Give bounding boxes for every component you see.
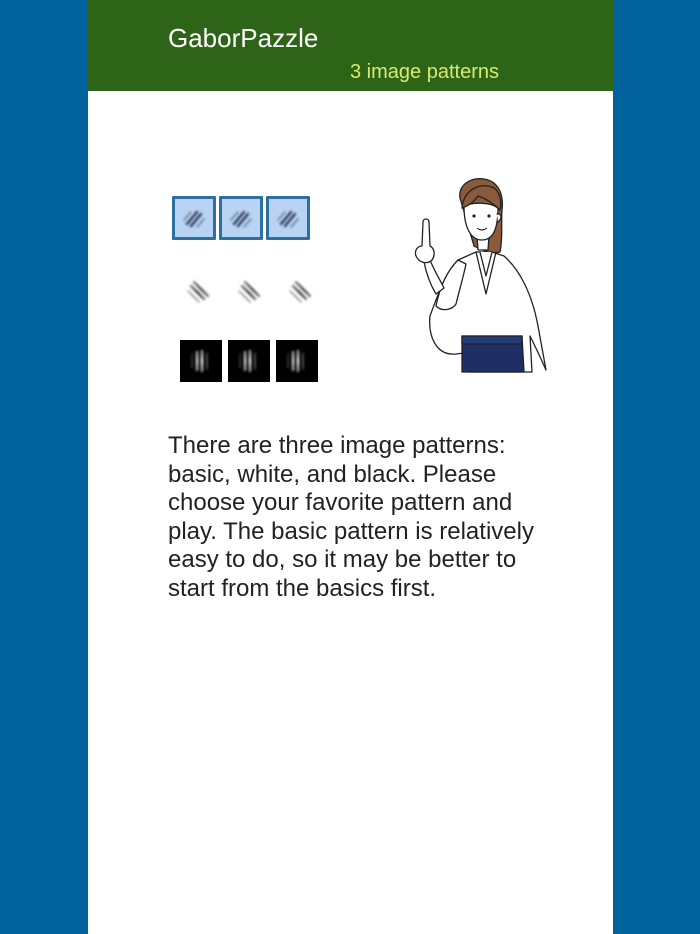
white-pattern-tile <box>177 270 221 314</box>
header-bar <box>88 0 613 91</box>
page-subtitle: 3 image patterns <box>350 61 499 83</box>
black-pattern-tile <box>228 340 270 382</box>
app-frame <box>88 0 613 934</box>
black-pattern-tile <box>276 340 318 382</box>
app-title: GaborPazzle <box>168 23 319 53</box>
basic-pattern-tile <box>219 196 263 240</box>
instructions-text: There are three image patterns: basic, white, and black. Please choose your favorite pattern and play. The basic pattern is relatively easy to do, so it may be better to start from the basics first. <box>168 432 534 602</box>
pattern-samples <box>172 196 322 386</box>
basic-pattern-tile <box>172 196 216 240</box>
black-pattern-tile <box>180 340 222 382</box>
instructor-pointing-up-icon <box>400 176 550 376</box>
white-pattern-tile <box>279 270 323 314</box>
basic-pattern-tile <box>266 196 310 240</box>
white-pattern-tile <box>228 270 272 314</box>
